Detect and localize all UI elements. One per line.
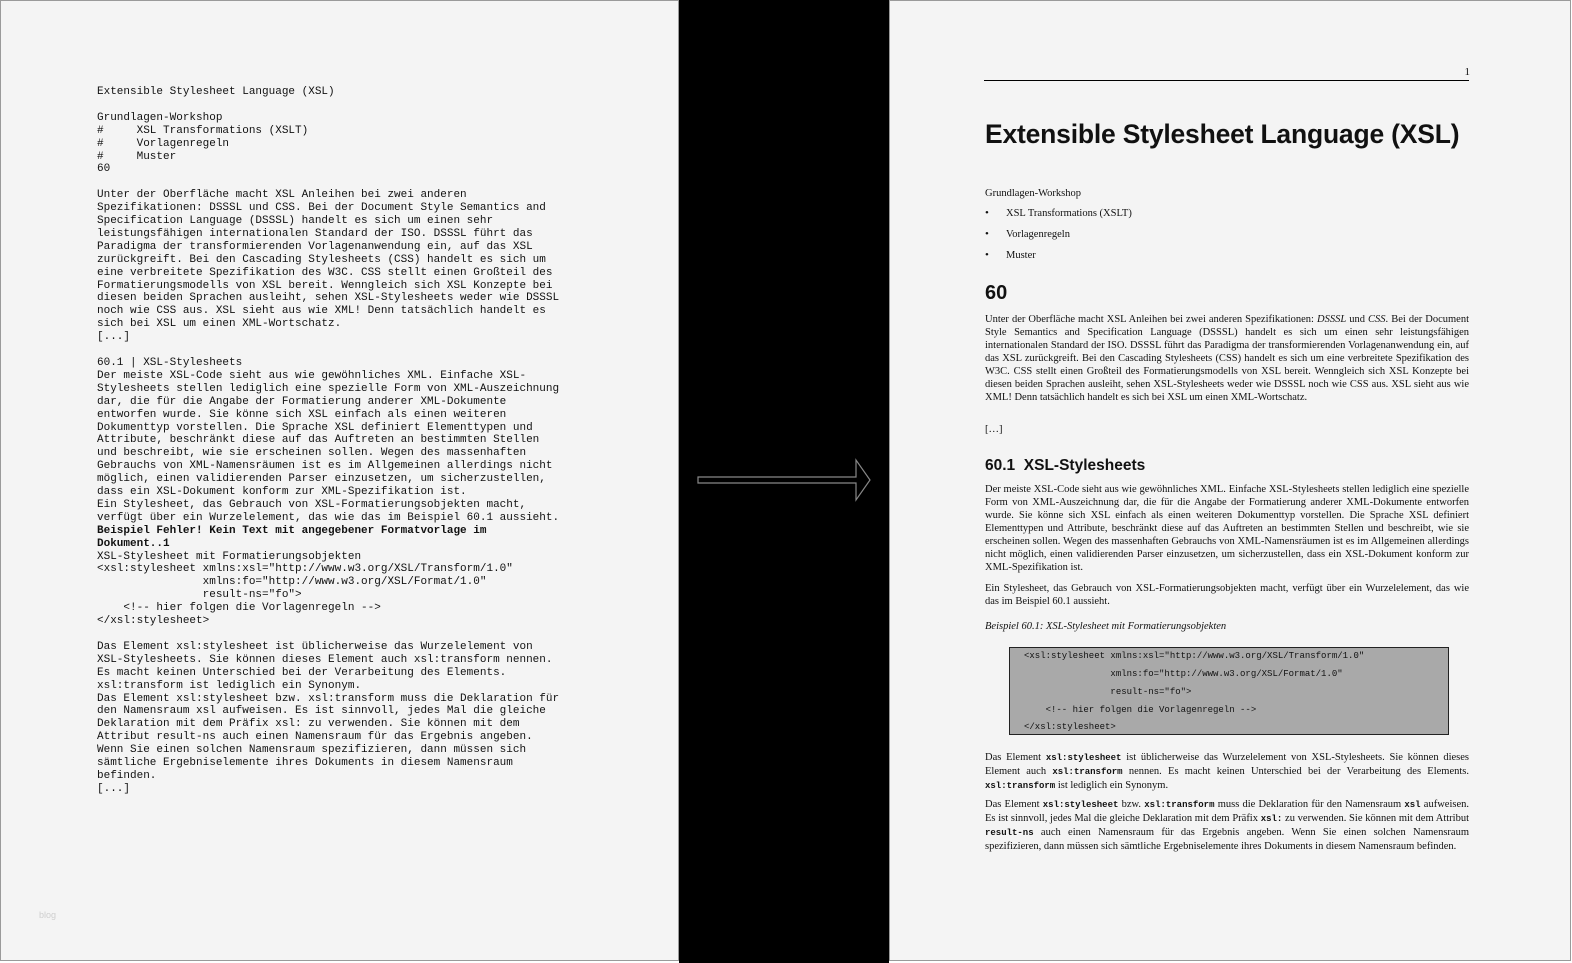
text-line: eine verbreitete Spezifikation des W3C. CSS stellt einen Großteil des [97,266,553,279]
text-line: zurückgreift. Bei den Cascading Stylesheets (CSS) handelt es sich um [97,253,546,266]
text-line: Formatierungsmodells von XSL bereit. Wenngleich sich XSL Konzepte bei [97,279,553,292]
text-line [97,344,617,357]
text-line: result-ns="fo"> [97,589,302,602]
text-line: Deklaration mit dem Präfix xsl: zu verwenden. Sie können mit dem [97,718,520,731]
text-line: Wenn Sie einen solchen Namensraum spezifizieren, dann müssen sich [97,744,527,757]
text-line: # Vorlagenregeln [97,137,230,150]
text-line: Beispiel Fehler! Kein Text mit angegebener Formatvorlage im [97,524,487,537]
subtitle: Grundlagen-Workshop [985,188,1081,199]
bullet-icon: • [985,249,989,261]
text-line: Dokumenttyp vorstellen. Die Sprache XSL definiert Elementtypen und [97,421,533,434]
text-line: # XSL Transformations (XSLT) [97,124,309,137]
text-line: <!-- hier folgen die Vorlagenregeln --> [97,602,381,615]
text-line: verfügt über ein Wurzelelement, das wie das im Beispiel 60.1 aussieht. [97,511,560,524]
text-line [97,99,617,112]
ellipsis: […] [985,424,1003,435]
text-line: Paradigma der transformierenden Vorlagenanwendung ein, auf das XSL [97,240,533,253]
text-line: und beschreibt, wie sie erscheinen sollen. Wegen des massenhaften [97,447,527,460]
text-line: Das Element xsl:stylesheet bzw. xsl:transform muss die Deklaration für [97,692,560,705]
formatted-page [889,0,1571,961]
text-line [97,628,617,641]
text-line: Specification Language (DSSSL) handelt es sich um einen sehr [97,215,494,228]
text-line: xsl:transform ist lediglich ein Synonym. [97,679,362,692]
code-line: </xsl:stylesheet> [1024,722,1116,732]
text-line: Ein Stylesheet, das Gebrauch von XSL-Formatierungsobjekten macht, [97,498,527,511]
text-line: Gebrauchs von XML-Namensräumen ist es im Allgemeinen allerdings nicht [97,460,553,473]
section-paragraph: Der meiste XSL-Code sieht aus wie gewöhnliches XML. Einfache XSL-Stylesheets stellen lediglich eine spezielle Form von XML-Auszeichnung dar, die für die Angabe der Formatierung anderer XML-Dokumente entworfen wurde. Sie könne sich XSL einfach als einen weiteren Dokumenttyp vorstellen. Die Sprache XSL definiert Elementtypen und Attribute, beschränkt diese auf das Auftreten an bestimmten Stellen und beschreibt, wie sie erscheinen sollen. Wegen des massenhaften Gebrauchs von XML-Namensräumen ist es im Allgemeinen allerdings nicht möglich, einen validierenden Parser einzusetzen, um sicherzustellen, dass ein XSL-Dokument konform zur XML-Spezifikation ist. [985,484,1469,573]
code-line: xmlns:fo="http://www.w3.org/XSL/Format/1.0" [1024,669,1343,679]
bullet-text: Vorlagenregeln [1006,229,1070,240]
text-line [97,176,617,189]
plain-text-page [0,0,679,961]
document-title: Extensible Stylesheet Language (XSL) [985,119,1460,149]
text-line: entworfen wurde. Sie könne sich XSL einfach als einen weiteren [97,408,507,421]
text-line: dar, die für die Angabe der Formatierung anderer XML-Dokumente [97,395,507,408]
text-line: Spezifikationen: DSSSL und CSS. Bei der Document Style Semantics and [97,202,546,215]
example-caption: Beispiel 60.1: XSL-Stylesheet mit Formatierungsobjekten [985,621,1227,632]
text-line: Extensible Stylesheet Language (XSL) [97,86,335,98]
code-block [1009,647,1449,735]
text-line: 60.1 | XSL-Stylesheets [97,356,243,369]
code-line: <!-- hier folgen die Vorlagenregeln --> [1024,705,1257,715]
text-line: Der meiste XSL-Code sieht aus wie gewöhnliches XML. Einfache XSL- [97,369,527,382]
code-line: result-ns="fo"> [1024,687,1192,697]
watermark: blog [39,910,57,920]
bullet-text: XSL Transformations (XSLT) [1006,208,1132,219]
text-line: # Muster [97,150,177,163]
text-line: XSL-Stylesheet mit Formatierungsobjekten [97,550,362,563]
text-line: 60 [97,163,111,176]
after-code-paragraph: Das Element xsl:stylesheet ist üblicherweise das Wurzelelement von XSL-Stylesheets. Sie können dieses Element auch xsl:transform nennen. Es macht keinen Unterschied bei der Verarbeitung des Elements. xsl:transform ist lediglich ein Synonym. [985,752,1469,791]
text-line: Stylesheets stellen lediglich eine spezielle Form von XML-Auszeichnung [97,382,560,395]
header-rule [984,80,1469,81]
text-line: sich bei XSL um einen XML-Wortschatz. [97,318,342,331]
bullet-icon: • [985,228,989,240]
text-line: <xsl:stylesheet xmlns:xsl="http://www.w3.org/XSL/Transform/1.0" [97,563,513,576]
text-line: Dokument..1 [97,537,170,550]
text-line: </xsl:stylesheet> [97,615,210,628]
text-line: Das Element xsl:stylesheet ist üblicherweise das Wurzelelement von [97,640,533,653]
text-line: xmlns:fo="http://www.w3.org/XSL/Format/1.0" [97,576,487,589]
code-line: <xsl:stylesheet xmlns:xsl="http://www.w3.org/XSL/Transform/1.0" [1024,651,1365,661]
bullet-text: Muster [1006,250,1036,261]
text-line: [...] [97,331,131,344]
text-line: XSL-Stylesheets. Sie können dieses Element auch xsl:transform nennen. [97,653,553,666]
text-line: Attribute, beschränkt diese auf das Auftreten an bestimmten Stellen [97,434,540,447]
text-line: noch wie CSS aus. XSL sieht aus wie XML! Denn tatsächlich handelt es [97,305,546,318]
text-line: [...] [97,782,131,795]
bullet-icon: • [985,207,989,219]
text-line: möglich, einen validierenden Parser einzusetzen, um sicherzustellen, [97,473,546,486]
text-line: sämtliche Ergebniselemente ihres Dokuments in diesem Namensraum [97,757,513,770]
intro-paragraph: Unter der Oberfläche macht XSL Anleihen bei zwei anderen Spezifikationen: DSSSL und CSS. Bei der Document Style Semantics and Specification Language (DSSSL) handelt es sich um einen sehr leistungsfähigen internationalen Standard der ISO. DSSSL führt das Paradigma der transformierenden Vorlagenanwendung ein, auf das XSL zurückgreift. Bei den Cascading Stylesheets (CSS) handelt es sich um eine verbreitete Spezifikation des W3C. CSS stellt einen Großteil des Formatierungsmodells von XSL bereit. Wenngleich sich XSL Konzepte bei diesen beiden Sprachen ausleiht, sehen XSL-Stylesheets weder wie DSSSL noch wie CSS aus. XSL sieht aus wie XML! Denn tatsächlich handelt es sich bei XSL um einen XML-Wortschatz. [985,314,1470,403]
page-number: 1 [1464,66,1470,78]
namespace-paragraph: Das Element xsl:stylesheet bzw. xsl:transform muss die Deklaration für den Namensraum xsl aufweisen. Es ist sinnvoll, jedes Mal die gleiche Deklaration mit dem Präfix xsl: zu verwenden. Sie können mit dem Attribut result-ns auch einen Namensraum für das Ergebnis angeben. Wenn Sie einen solchen Namensraum spezifizieren, dann müssen sich sämtliche Ergebniselemente ihres Dokuments in diesem Namensraum befinden. [985,799,1469,852]
plain-text-body [97,86,617,796]
arrow-right-icon [696,458,874,502]
section-paragraph-2: Ein Stylesheet, das Gebrauch von XSL-Formatierungsobjekten macht, verfügt über ein Wurzelelement, das wie das im Beispiel 60.1 aussieht. [985,583,1469,607]
text-line: befinden. [97,769,157,782]
text-line: Es macht keinen Unterschied bei der Verarbeitung des Elements. [97,666,507,679]
text-line: Grundlagen-Workshop [97,111,223,124]
text-line: leistungsfähigen internationalen Standard der ISO. DSSSL führt das [97,227,533,240]
text-line: den Namensraum xsl aufweisen. Es ist sinnvoll, jedes Mal die gleiche [97,705,546,718]
text-line: diesen beiden Sprachen ausleiht, sehen XSL-Stylesheets weder wie DSSSL [97,292,560,305]
text-line: dass ein XSL-Dokument konform zur XML-Spezifikation ist. [97,486,467,499]
text-line: Unter der Oberfläche macht XSL Anleihen bei zwei anderen [97,189,467,202]
chapter-heading: 60 [985,282,1008,304]
section-heading: 60.1 XSL-Stylesheets [985,457,1146,474]
text-line: Attribut result-ns auch einen Namensraum für das Ergebnis angeben. [97,731,533,744]
